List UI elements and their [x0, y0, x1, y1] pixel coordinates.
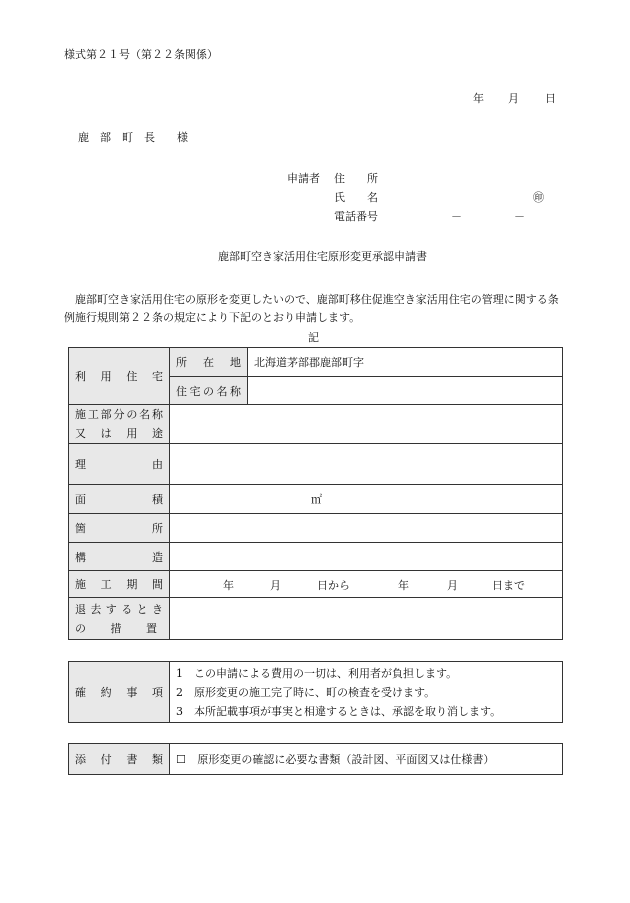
seal-mark: ㊞: [533, 191, 544, 204]
applicant-label: 申請者: [287, 172, 320, 185]
period-start-day: 日から: [317, 579, 350, 592]
reason-label: 理由: [75, 458, 163, 471]
vacate-value[interactable]: [170, 598, 563, 640]
structure-label-cell: [69, 543, 170, 571]
house-name-value[interactable]: [248, 377, 563, 405]
date-day-label: 日: [545, 92, 556, 105]
house-name-label-cell: [170, 377, 248, 405]
attachment-checkbox[interactable]: ☐: [176, 753, 186, 766]
period-label: 施工期間: [75, 578, 163, 591]
location-label-cell: [170, 348, 248, 377]
date-month-label: 月: [508, 92, 519, 105]
vacate-label-line1: 退去するとき: [75, 602, 163, 616]
pledge-label-cell: [69, 662, 170, 723]
period-label-cell: [69, 571, 170, 598]
vacate-label-cell: [69, 598, 170, 640]
date-year-label: 年: [473, 92, 484, 105]
house-label-cell: [69, 348, 170, 405]
work-part-label-line2: 又は用途: [75, 427, 163, 440]
house-name-label: 住宅の名称: [176, 384, 241, 398]
reason-value[interactable]: [170, 444, 563, 485]
period-end-month: 月: [447, 579, 458, 592]
area-value[interactable]: [170, 485, 563, 514]
attachment-table: [68, 743, 563, 775]
body-text: 鹿部町空き家活用住宅の原形を変更したいので、鹿部町移住促進空き家活用住宅の管理に関する条例施行規則第２２条の規定により下記のとおり申請します。: [64, 293, 559, 324]
area-unit: ㎡: [311, 493, 322, 506]
house-label: 利用住宅: [75, 370, 163, 383]
place-value[interactable]: [170, 514, 563, 543]
period-start-year: 年: [223, 579, 234, 592]
main-table: [68, 347, 563, 640]
place-label: 箇所: [75, 522, 163, 535]
work-part-label-line1: 施工部分の名称: [75, 408, 163, 421]
pledge-table: [68, 661, 563, 723]
period-start-month: 月: [270, 579, 281, 592]
reason-label-cell: [69, 444, 170, 485]
location-value[interactable]: 北海道茅部郡鹿部町字: [248, 348, 563, 377]
pledge-label: 確約事項: [75, 686, 163, 699]
location-label: 所在地: [176, 356, 241, 369]
work-part-value[interactable]: [170, 405, 563, 444]
period-value[interactable]: [170, 571, 563, 598]
pledge-item-3: 3 本所記載事項が事実と相違するときは、承認を取り消します。: [176, 704, 502, 718]
attachment-label-cell: [69, 744, 170, 775]
addressee: 鹿 部 町 長 様: [78, 131, 188, 144]
name-label: 氏 名: [334, 191, 378, 204]
phone-separator-1: －: [451, 210, 462, 223]
phone-separator-2: －: [514, 210, 525, 223]
period-end-year: 年: [398, 579, 409, 592]
document-title: 鹿部町空き家活用住宅原形変更承認申請書: [218, 250, 427, 263]
form-number: 様式第２１号（第２２条関係）: [64, 48, 218, 61]
vacate-label-line2: の措置: [75, 621, 157, 635]
pledge-item-2: 2 原形変更の施工完了時に、町の検査を受けます。: [176, 685, 436, 699]
attachment-label: 添付書類: [75, 753, 163, 766]
ki-label: 記: [308, 331, 319, 344]
structure-value[interactable]: [170, 543, 563, 571]
phone-label: 電話番号: [334, 210, 378, 223]
attachment-value: [170, 744, 563, 775]
area-label: 面積: [75, 493, 163, 506]
period-end-day: 日まで: [492, 579, 525, 592]
area-label-cell: [69, 485, 170, 514]
pledge-item-1: 1 この申請による費用の一切は、利用者が負担します。: [176, 666, 458, 680]
address-label: 住 所: [334, 172, 378, 185]
place-label-cell: [69, 514, 170, 543]
work-part-label-cell: [69, 405, 170, 444]
structure-label: 構造: [75, 550, 163, 564]
attachment-text: 原形変更の確認に必要な書類（設計図、平面図又は仕様書）: [197, 753, 495, 766]
pledge-items: [170, 662, 563, 723]
